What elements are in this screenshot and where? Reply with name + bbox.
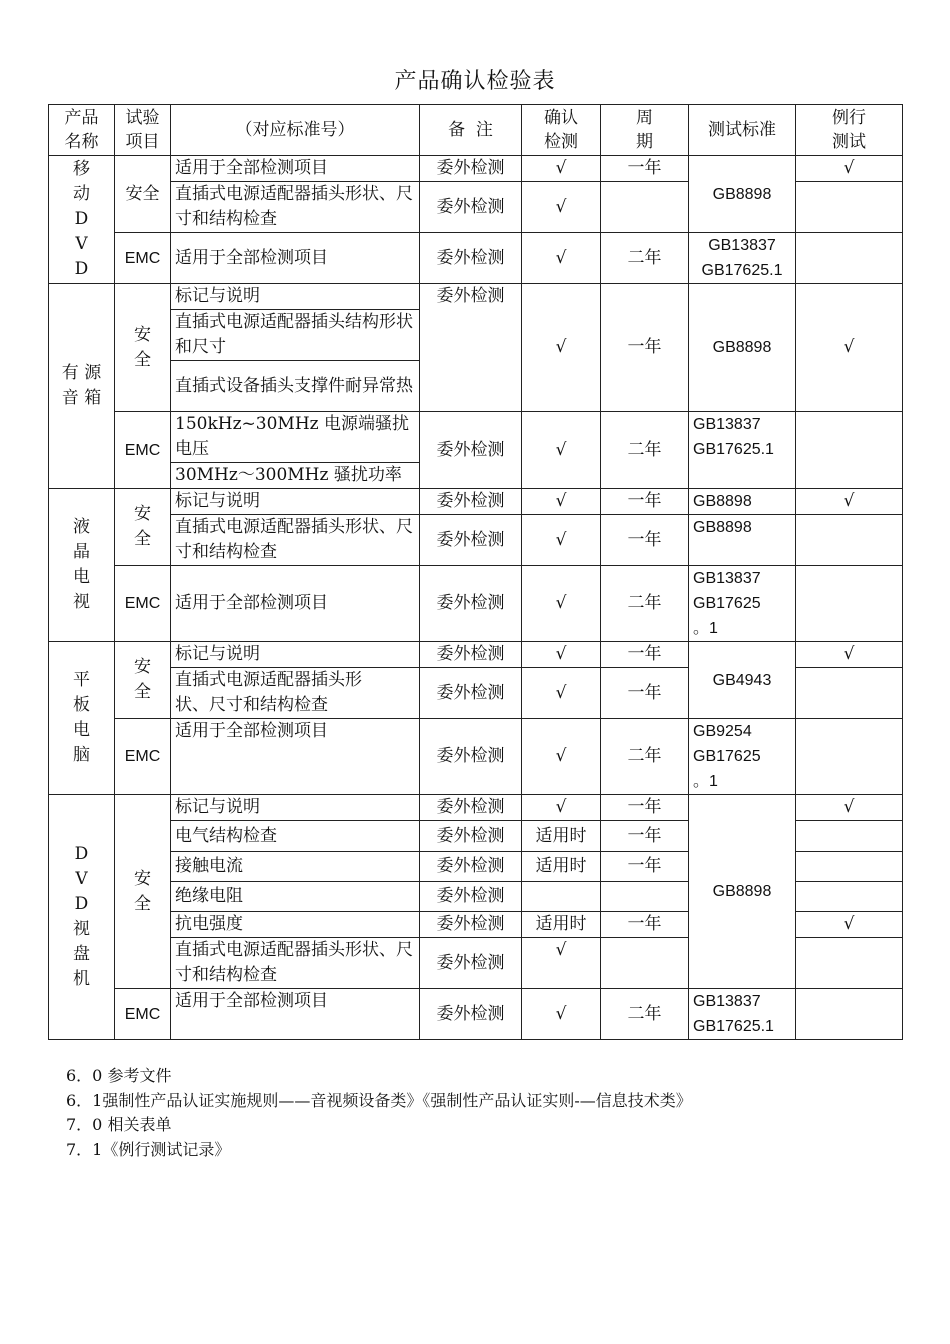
header-remark: 备 注 [420,105,522,156]
test-item-cell: 安 全 [115,642,171,719]
item-cell: 电气结构检查 [171,821,420,852]
item-cell: 直插式设备插头支撑件耐异常热 [171,361,420,412]
footer-line: 7．0 相关表单 [66,1115,172,1134]
footer-line: 6．1强制性产品认证实施规则——音视频设备类》《强制性产品认证实则-—信息技术类》 [66,1090,692,1110]
standard-cell: GB4943 [689,642,796,719]
table-header-row [49,105,903,156]
item-cell: 直插式电源适配器插头结构形状和尺寸 [171,310,420,361]
remark-cell: 委外检测 [420,515,522,566]
header-test-standard: 测试标准 [689,105,796,156]
table-row [49,156,903,182]
routine-cell [796,852,903,882]
remark-cell: 委外检测 [420,882,522,912]
header-routine: 例行 测试 [796,105,903,156]
routine-cell [796,233,903,284]
table-row [49,795,903,821]
product-name-cell: D V D 视 盘 机 [49,795,115,1040]
footer-line: 6．0 参考文件 [66,1066,172,1085]
remark-cell: 委外检测 [420,821,522,852]
test-item-cell: EMC [115,233,171,284]
test-item-cell: 安 全 [115,284,171,412]
test-item-cell: EMC [115,566,171,642]
remark-cell: 委外检测 [420,938,522,989]
item-cell: 30MHz～300MHz 骚扰功率 [171,463,420,489]
item-cell: 抗电强度 [171,912,420,938]
routine-cell [796,989,903,1040]
confirm-cell: √ [522,795,601,821]
page-title: 产品确认检验表 [394,69,556,94]
routine-cell [796,515,903,566]
routine-cell [796,821,903,852]
standard-cell: GB8898 [689,284,796,412]
item-cell: 直插式电源适配器插头形 状、尺寸和结构检查 [171,668,420,719]
routine-cell [796,719,903,795]
item-cell: 适用于全部检测项目 [171,233,420,284]
period-cell: 二年 [601,719,689,795]
period-cell: 一年 [601,795,689,821]
item-cell: 适用于全部检测项目 [171,989,420,1040]
remark-cell: 委外检测 [420,852,522,882]
footer-notes [66,1064,692,1162]
inspection-table [48,104,903,1040]
item-cell: 适用于全部检测项目 [171,566,420,642]
routine-cell: √ [796,156,903,182]
item-cell: 标记与说明 [171,795,420,821]
confirm-cell: √ [522,182,601,233]
remark-cell: 委外检测 [420,912,522,938]
standard-cell: GB13837 GB17625 。1 [689,566,796,642]
period-cell: 一年 [601,852,689,882]
confirm-cell: √ [522,719,601,795]
routine-cell [796,882,903,912]
routine-cell: √ [796,912,903,938]
item-cell: 适用于全部检测项目 [171,156,420,182]
item-cell: 直插式电源适配器插头形状、尺寸和结构检查 [171,515,420,566]
remark-cell: 委外检测 [420,566,522,642]
table-row [49,566,903,642]
item-cell: 绝缘电阻 [171,882,420,912]
routine-cell [796,668,903,719]
item-cell: 直插式电源适配器插头形状、尺寸和结构检查 [171,938,420,989]
period-cell [601,882,689,912]
test-item-cell: EMC [115,989,171,1040]
remark-cell: 委外检测 [420,668,522,719]
header-confirm: 确认 检测 [522,105,601,156]
period-cell: 一年 [601,284,689,412]
confirm-cell: √ [522,284,601,412]
test-item-cell: EMC [115,719,171,795]
footer-line: 7．1《例行测试记录》 [66,1139,231,1159]
remark-cell: 委外检测 [420,412,522,489]
remark-cell: 委外检测 [420,642,522,668]
item-cell: 适用于全部检测项目 [171,719,420,795]
table-row [49,642,903,668]
period-cell [601,182,689,233]
product-name-cell: 液 晶 电 视 [49,489,115,642]
test-item-cell: EMC [115,412,171,489]
header-test-item: 试验 项目 [115,105,171,156]
table-row [49,284,903,310]
standard-cell: GB13837 GB17625.1 [689,233,796,284]
period-cell: 二年 [601,566,689,642]
confirm-cell: 适用时 [522,821,601,852]
confirm-cell: √ [522,938,601,989]
standard-cell: GB8898 [689,515,796,566]
product-name-cell: 平 板 电 脑 [49,642,115,795]
standard-cell: GB8898 [689,489,796,515]
confirm-cell: √ [522,156,601,182]
item-cell: 直插式电源适配器插头形状、尺寸和结构检查 [171,182,420,233]
test-item-cell: 安 全 [115,489,171,566]
table-row [49,489,903,515]
product-name-cell: 移 动 D V D [49,156,115,284]
header-period: 周 期 [601,105,689,156]
period-cell: 二年 [601,412,689,489]
test-item-cell: 安 全 [115,795,171,989]
routine-cell [796,182,903,233]
period-cell: 一年 [601,912,689,938]
item-cell: 接触电流 [171,852,420,882]
routine-cell [796,566,903,642]
remark-cell: 委外检测 [420,233,522,284]
table-row [49,412,903,463]
period-cell: 二年 [601,233,689,284]
routine-cell: √ [796,489,903,515]
period-cell: 一年 [601,515,689,566]
table-row [49,719,903,795]
confirm-cell: 适用时 [522,912,601,938]
routine-cell: √ [796,795,903,821]
remark-cell: 委外检测 [420,989,522,1040]
standard-cell: GB13837 GB17625.1 [689,989,796,1040]
period-cell: 二年 [601,989,689,1040]
confirm-cell: √ [522,566,601,642]
confirm-cell [522,882,601,912]
table-row [49,989,903,1040]
period-cell [601,938,689,989]
standard-cell: GB13837 GB17625.1 [689,412,796,489]
confirm-cell: √ [522,989,601,1040]
period-cell: 一年 [601,156,689,182]
remark-cell: 委外检测 [420,156,522,182]
product-name-cell: 有 源 音 箱 [49,284,115,489]
period-cell: 一年 [601,821,689,852]
confirm-cell: √ [522,642,601,668]
standard-cell: GB9254 GB17625 。1 [689,719,796,795]
confirm-cell: 适用时 [522,852,601,882]
table-row [49,515,903,566]
confirm-cell: √ [522,412,601,489]
period-cell: 一年 [601,489,689,515]
item-cell: 标记与说明 [171,489,420,515]
header-standard-no: （对应标准号） [171,105,420,156]
standard-cell: GB8898 [689,795,796,989]
routine-cell: √ [796,284,903,412]
routine-cell: √ [796,642,903,668]
standard-cell: GB8898 [689,156,796,233]
item-cell: 标记与说明 [171,284,420,310]
remark-cell: 委外检测 [420,719,522,795]
remark-cell: 委外检测 [420,182,522,233]
item-cell: 标记与说明 [171,642,420,668]
confirm-cell: √ [522,233,601,284]
item-cell: 150kHz~30MHz 电源端骚扰电压 [171,412,420,463]
test-item-cell: 安全 [115,156,171,233]
period-cell: 一年 [601,668,689,719]
table-row [49,233,903,284]
confirm-cell: √ [522,515,601,566]
remark-cell: 委外检测 [420,795,522,821]
confirm-cell: √ [522,668,601,719]
header-product-name: 产品 名称 [49,105,115,156]
routine-cell [796,412,903,489]
routine-cell [796,938,903,989]
confirm-cell: √ [522,489,601,515]
period-cell: 一年 [601,642,689,668]
remark-cell: 委外检测 [420,284,522,412]
remark-cell: 委外检测 [420,489,522,515]
